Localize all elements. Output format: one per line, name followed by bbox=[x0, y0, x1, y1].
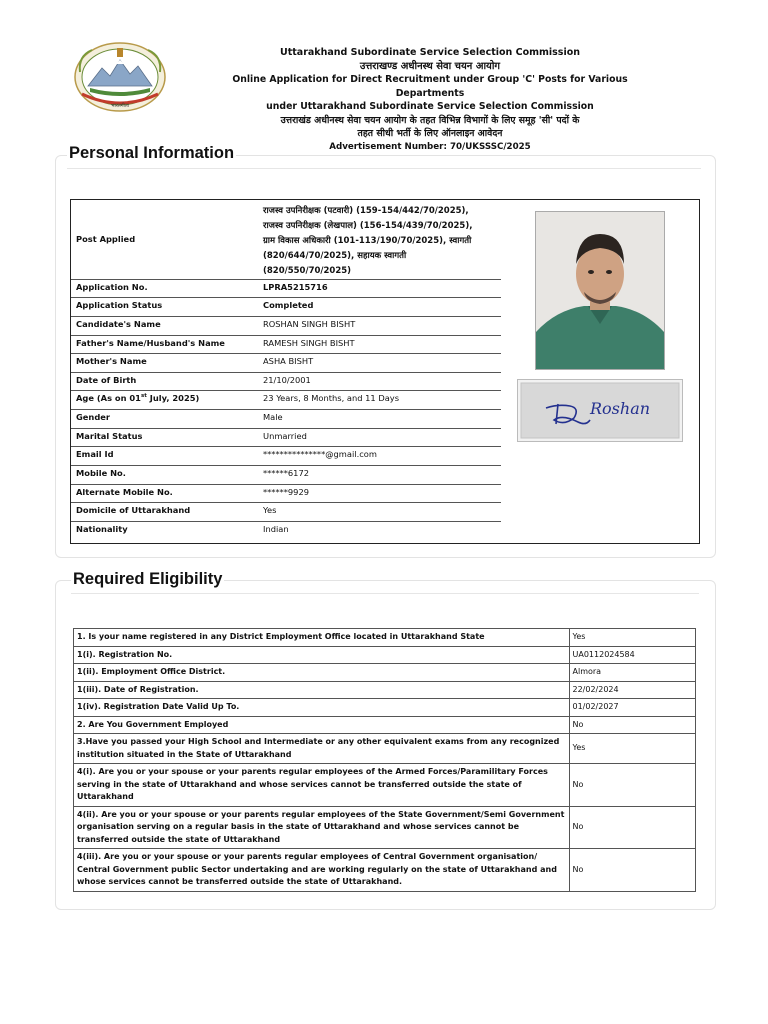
field-value: ROSHAN SINGH BISHT bbox=[263, 319, 356, 329]
org-name-en: Uttarakhand Subordinate Service Selection Commission bbox=[279, 47, 581, 58]
personal-info-row bbox=[71, 297, 501, 317]
post-line: (820/550/70/2025) bbox=[263, 266, 352, 276]
signature-text: Roshan bbox=[590, 399, 651, 418]
question-cell: 1(i). Registration No. bbox=[74, 646, 570, 664]
field-label: Father's Name/Husband's Name bbox=[76, 338, 225, 348]
page-header bbox=[200, 46, 660, 154]
question-cell: 4(i). Are you or your spouse or your parents regular employees of the Armed Forces/Paramilitary Forces serving in the state of Uttarakhand and whose services cannot be transferred outside the state of Uttarakhand bbox=[74, 764, 570, 807]
question-cell: 1(iii). Date of Registration. bbox=[74, 681, 570, 699]
header-line-4: तहत सीधी भर्ती के लिए ऑनलाइन आवेदन bbox=[357, 128, 503, 139]
field-label: Email Id bbox=[76, 449, 114, 459]
answer-cell: No bbox=[569, 716, 696, 734]
field-label: Marital Status bbox=[76, 431, 143, 441]
personal-info-row bbox=[71, 521, 501, 539]
question-cell: 3.Have you passed your High School and Intermediate or any other equivalent exams from any recognized institution situated in the State of Uttarakhand bbox=[74, 734, 570, 764]
answer-cell: 22/02/2024 bbox=[569, 681, 696, 699]
table-row bbox=[74, 764, 696, 807]
personal-info-row bbox=[71, 465, 501, 485]
personal-info-row bbox=[71, 446, 501, 466]
personal-info-title: Personal Information bbox=[69, 144, 235, 162]
logo-caption: भारतगीता bbox=[111, 103, 129, 109]
field-label: Application Status bbox=[76, 300, 163, 310]
field-value: ******9929 bbox=[263, 487, 310, 497]
table-row bbox=[74, 629, 696, 647]
field-label: Gender bbox=[76, 412, 111, 422]
field-label: Mobile No. bbox=[76, 468, 126, 478]
answer-cell: No bbox=[569, 849, 696, 892]
personal-info-row bbox=[71, 279, 501, 298]
personal-info-row bbox=[71, 409, 501, 429]
field-value: ***************@gmail.com bbox=[263, 449, 377, 459]
post-line: ग्राम विकास अधिकारी (101-113/190/70/2025), स्वागती bbox=[263, 236, 472, 246]
personal-info-row bbox=[71, 335, 501, 354]
field-label: Application No. bbox=[76, 282, 148, 292]
table-row bbox=[74, 716, 696, 734]
table-row bbox=[74, 699, 696, 717]
header-line-2: under Uttarakhand Subordinate Service Selection Commission bbox=[266, 101, 594, 112]
personal-info-row bbox=[71, 372, 501, 391]
table-row bbox=[74, 664, 696, 682]
field-label: Candidate's Name bbox=[76, 319, 161, 329]
field-label: Date of Birth bbox=[76, 375, 137, 385]
question-cell: 4(iii). Are you or your spouse or your parents regular employees of Central Government organisation/ Central Government public Sector undertaking and are working regularly on the state of Uttarakhand and whose services cannot be transferred outside the state of Uttarakhand. bbox=[74, 849, 570, 892]
org-name-hi: उत्तराखण्ड अधीनस्थ सेवा चयन आयोग bbox=[359, 60, 501, 72]
question-cell: 1(iv). Registration Date Valid Up To. bbox=[74, 699, 570, 717]
table-row bbox=[74, 806, 696, 849]
eligibility-title: Required Eligibility bbox=[73, 570, 223, 588]
field-value: LPRA5215716 bbox=[263, 282, 328, 292]
field-value: 21/10/2001 bbox=[263, 375, 311, 385]
field-value: Unmarried bbox=[263, 431, 307, 441]
answer-cell: No bbox=[569, 764, 696, 807]
answer-cell: Yes bbox=[569, 734, 696, 764]
personal-info-row bbox=[71, 484, 501, 503]
commission-logo bbox=[72, 42, 168, 114]
field-label: Alternate Mobile No. bbox=[76, 487, 173, 497]
post-line: (820/644/70/2025), सहायक स्वागती bbox=[263, 251, 407, 261]
field-label: Domicile of Uttarakhand bbox=[76, 505, 191, 515]
header-line-1: Online Application for Direct Recruitment under Group 'C' Posts for Various Departments bbox=[232, 74, 628, 99]
field-value: ******6172 bbox=[263, 468, 310, 478]
field-value: Male bbox=[263, 412, 283, 422]
personal-info-row bbox=[71, 353, 501, 373]
section-divider bbox=[67, 168, 701, 169]
question-cell: 1(ii). Employment Office District. bbox=[74, 664, 570, 682]
field-value: Indian bbox=[263, 524, 289, 534]
personal-info-row bbox=[71, 502, 501, 522]
personal-info-row bbox=[71, 428, 501, 447]
eligibility-table bbox=[73, 628, 696, 892]
answer-cell: UA0112024584 bbox=[569, 646, 696, 664]
candidate-signature bbox=[517, 379, 683, 442]
field-value: Completed bbox=[263, 300, 314, 310]
field-value: 23 Years, 8 Months, and 11 Days bbox=[263, 393, 400, 403]
post-applied-value bbox=[263, 204, 503, 279]
post-line: राजस्व उपनिरीक्षक (लेखपाल) (156-154/439/70/2025), bbox=[263, 221, 473, 231]
personal-info-row bbox=[71, 316, 501, 336]
field-label: Mother's Name bbox=[76, 356, 147, 366]
table-row bbox=[74, 734, 696, 764]
question-cell: 2. Are You Government Employed bbox=[74, 716, 570, 734]
field-value: Yes bbox=[263, 505, 277, 515]
answer-cell: 01/02/2027 bbox=[569, 699, 696, 717]
table-row bbox=[74, 849, 696, 892]
answer-cell: Yes bbox=[569, 629, 696, 647]
field-label: Age (As on 01st July, 2025) bbox=[76, 393, 200, 403]
post-line: राजस्व उपनिरीक्षक (पटवारी) (159-154/442/70/2025), bbox=[263, 206, 469, 216]
candidate-photo bbox=[535, 211, 665, 370]
field-value: ASHA BISHT bbox=[263, 356, 314, 366]
table-row bbox=[74, 646, 696, 664]
header-line-3: उत्तराखंड अधीनस्थ सेवा चयन आयोग के तहत विभिन्न विभागों के लिए समूह 'सी' पदों के bbox=[280, 114, 580, 126]
field-value: RAMESH SINGH BISHT bbox=[263, 338, 355, 348]
advertisement-number: Advertisement Number: 70/UKSSSC/2025 bbox=[329, 141, 531, 152]
question-cell: 1. Is your name registered in any District Employment Office located in Uttarakhand State bbox=[74, 629, 570, 647]
section-divider bbox=[71, 593, 699, 594]
answer-cell: No bbox=[569, 806, 696, 849]
post-applied-label: Post Applied bbox=[76, 234, 136, 244]
field-label: Nationality bbox=[76, 524, 128, 534]
question-cell: 4(ii). Are you or your spouse or your parents regular employees of the State Government/Semi Government organisation serving on a regular basis in the state of Uttarakhand and whose services cannot be transferred outside the state of Uttarakhand bbox=[74, 806, 570, 849]
personal-info-row bbox=[71, 390, 501, 410]
answer-cell: Almora bbox=[569, 664, 696, 682]
table-row bbox=[74, 681, 696, 699]
